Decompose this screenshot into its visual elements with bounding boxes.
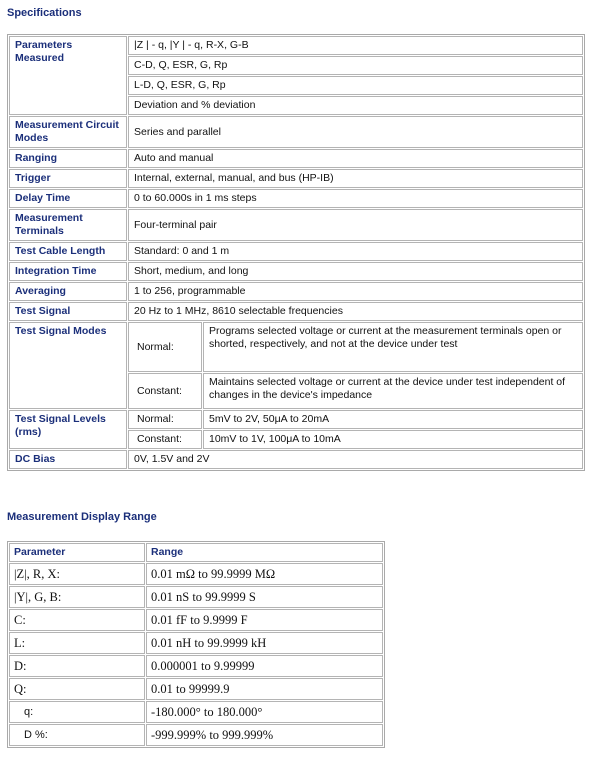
spec-value-trigger: Internal, external, manual, and bus (HP-IB) [128,169,583,188]
signal-level-normal-value: 5mV to 2V, 50μA to 20mA [203,410,583,429]
spec-value-circuit-modes: Series and parallel [128,116,583,148]
spec-value-capacitance-params: C-D, Q, ESR, G, Rp [128,56,583,75]
spec-label-test-signal: Test Signal [9,302,127,321]
spec-value-cable-length: Standard: 0 and 1 m [128,242,583,261]
spec-label-terminals: Measurement Terminals [9,209,127,241]
range-value: 0.000001 to 9.99999 [146,655,383,677]
range-parameter: |Z|, R, X: [9,563,145,585]
signal-mode-normal-label: Normal: [128,322,202,372]
spec-label-signal-modes: Test Signal Modes [9,322,127,409]
spec-label-integration-time: Integration Time [9,262,127,281]
specifications-table [7,34,585,471]
spec-value-test-signal: 20 Hz to 1 MHz, 8610 selectable frequencies [128,302,583,321]
range-header-parameter: Parameter [9,543,145,562]
spec-value-delay-time: 0 to 60.000s in 1 ms steps [128,189,583,208]
spec-label-parameters: Parameters Measured [9,36,127,115]
spec-value-dc-bias: 0V, 1.5V and 2V [128,450,583,469]
range-parameter: C: [9,609,145,631]
range-value: 0.01 to 99999.9 [146,678,383,700]
table-row [9,563,383,585]
spec-label-ranging: Ranging [9,149,127,168]
range-parameter: Q: [9,678,145,700]
signal-level-constant-value: 10mV to 1V, 100μA to 10mA [203,430,583,449]
table-row [9,701,383,723]
range-parameter: D: [9,655,145,677]
spec-label-cable-length: Test Cable Length [9,242,127,261]
table-row [9,724,383,746]
range-parameter: q: [9,701,145,723]
range-value: 0.01 nH to 99.9999 kH [146,632,383,654]
signal-level-constant-label: Constant: [128,430,202,449]
range-value: -180.000° to 180.000° [146,701,383,723]
spec-value-deviation: Deviation and % deviation [128,96,583,115]
spec-label-dc-bias: DC Bias [9,450,127,469]
range-value: 0.01 fF to 9.9999 F [146,609,383,631]
spec-label-signal-levels: Test Signal Levels (rms) [9,410,127,449]
spec-label-circuit-modes: Measurement Circuit Modes [9,116,127,148]
spec-label-delay-time: Delay Time [9,189,127,208]
spec-value-ranging: Auto and manual [128,149,583,168]
specifications-heading: Specifications [7,7,82,19]
table-row [9,678,383,700]
spec-value-inductance-params: L-D, Q, ESR, G, Rp [128,76,583,95]
spec-label-averaging: Averaging [9,282,127,301]
range-parameter: |Y|, G, B: [9,586,145,608]
display-range-heading: Measurement Display Range [7,511,157,523]
range-value: -999.999% to 999.999% [146,724,383,746]
spec-value-integration-time: Short, medium, and long [128,262,583,281]
range-value: 0.01 nS to 99.9999 S [146,586,383,608]
table-row [9,632,383,654]
display-range-table [7,541,385,748]
range-parameter: L: [9,632,145,654]
signal-mode-constant-label: Constant: [128,373,202,409]
spec-value-terminals: Four-terminal pair [128,209,583,241]
spec-value-impedance-params: |Z | - q, |Y | - q, R-X, G-B [128,36,583,55]
range-header-range: Range [146,543,383,562]
table-row [9,609,383,631]
spec-value-averaging: 1 to 256, programmable [128,282,583,301]
signal-mode-constant-value: Maintains selected voltage or current at the device under test independent of changes in the device's impedance [203,373,583,409]
table-row [9,655,383,677]
signal-level-normal-label: Normal: [128,410,202,429]
table-row [9,586,383,608]
spec-label-trigger: Trigger [9,169,127,188]
range-parameter: D %: [9,724,145,746]
signal-mode-normal-value: Programs selected voltage or current at the measurement terminals open or shorted, respectively, and not at the device under test [203,322,583,372]
range-value: 0.01 mΩ to 99.9999 MΩ [146,563,383,585]
